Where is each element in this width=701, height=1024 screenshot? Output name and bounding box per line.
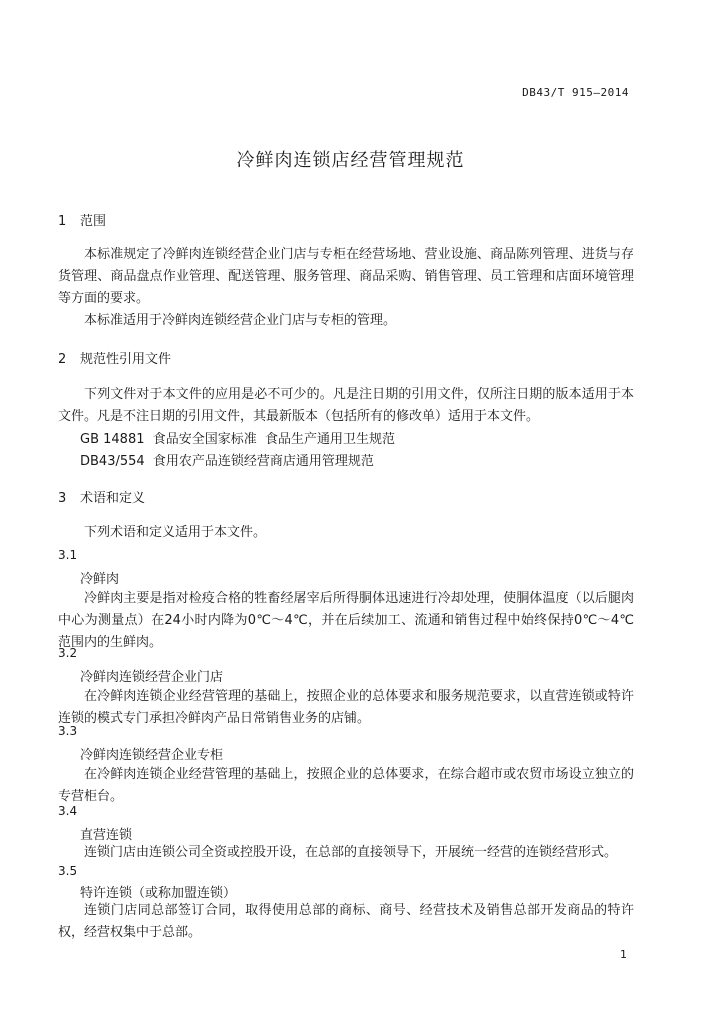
section-2-paragraph-1: 下列文件对于本文件的应用是必不可少的。凡是注日期的引用文件，仅所注日期的版本适用于本文件。凡是不注日期的引用文件，其最新版本（包括所有的修改单）适用于本文件。 <box>58 387 634 424</box>
term-name: 直营连锁 <box>80 828 133 843</box>
section-1-paragraph-1: 本标准规定了冷鲜肉连锁经营企业门店与专柜在经营场地、营业设施、商品陈列管理、进货与存货管理、商品盘点作业管理、配送管理、服务管理、商品采购、销售管理、员工管理和店面环境管理等方面的要求。 <box>58 247 634 306</box>
document-title: 冷鲜肉连锁店经营管理规范 <box>236 150 465 171</box>
normative-reference-1: GB 14881 食品安全国家标准 食品生产通用卫生规范 <box>80 432 396 447</box>
term-definition: 在冷鲜肉连锁企业经营管理的基础上，按照企业的总体要求和服务规范要求，以直营连锁或特许连锁的模式专门承担冷鲜肉产品日常销售业务的店铺。 <box>58 689 634 726</box>
document-code: DB43/T 915—2014 <box>522 86 629 99</box>
term-definition: 连锁门店同总部签订合同，取得使用总部的商标、商号、经营技术及销售总部开发商品的特许权，经营权集中于总部。 <box>58 903 634 940</box>
term-number: 3.5 <box>58 864 78 878</box>
section-title: 规范性引用文件 <box>80 352 172 367</box>
normative-reference-2: DB43/554 食用农产品连锁经营商店通用管理规范 <box>80 454 374 469</box>
section-3-heading <box>58 487 145 506</box>
term-name: 冷鲜肉 <box>80 572 120 587</box>
term-definition: 冷鲜肉主要是指对检疫合格的牲畜经屠宰后所得胴体迅速进行冷却处理，使胴体温度（以后腿肉中心为测量点）在24小时内降为0℃～4℃，并在后续加工、流通和销售过程中始终保持0℃～4℃范围内的生鲜肉。 <box>58 591 634 650</box>
term-name: 冷鲜肉连锁经营企业专柜 <box>80 748 224 763</box>
section-title: 术语和定义 <box>80 491 146 506</box>
term-number: 3.1 <box>58 548 78 562</box>
term-number: 3.3 <box>58 724 78 738</box>
term-name: 冷鲜肉连锁经营企业门店 <box>80 670 224 685</box>
section-title: 范围 <box>80 214 107 229</box>
section-2-heading <box>58 348 171 367</box>
section-3-paragraph-1: 下列术语和定义适用于本文件。 <box>84 525 267 540</box>
page-number: 1 <box>620 948 627 961</box>
section-1-heading <box>58 210 106 229</box>
section-number: 1 <box>58 214 67 229</box>
term-name: 特许连锁（或称加盟连锁） <box>80 886 237 901</box>
section-number: 2 <box>58 352 67 367</box>
term-number: 3.4 <box>58 804 78 818</box>
term-definition: 在冷鲜肉连锁企业经营管理的基础上，按照企业的总体要求，在综合超市或农贸市场设立独立的专营柜台。 <box>58 767 634 804</box>
term-definition: 连锁门店由连锁公司全资或控股开设，在总部的直接领导下，开展统一经营的连锁经营形式。 <box>84 845 618 860</box>
section-1-paragraph-2: 本标准适用于冷鲜肉连锁经营企业门店与专柜的管理。 <box>84 313 397 328</box>
section-number: 3 <box>58 491 67 506</box>
term-number: 3.2 <box>58 646 78 660</box>
